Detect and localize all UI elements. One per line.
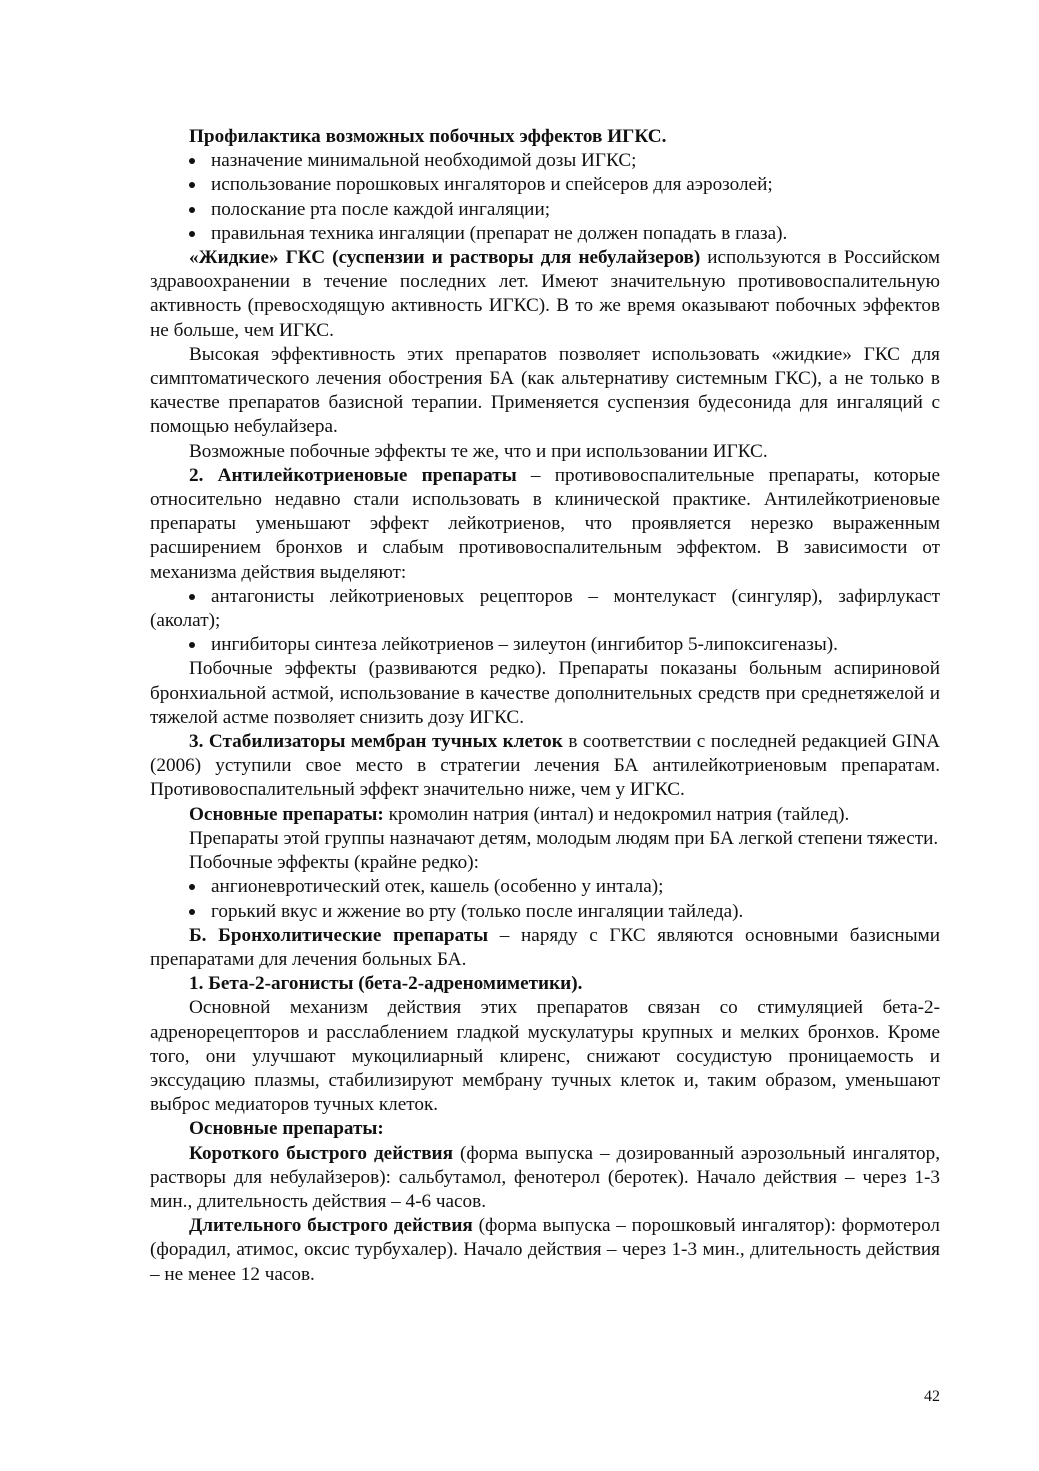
list-item: полоскание рта после каждой ингаляции; xyxy=(150,198,940,222)
stabilizers-side-list xyxy=(150,875,940,923)
heading-main-drugs: Основные препараты: xyxy=(189,1118,384,1140)
bullet-icon xyxy=(189,231,195,237)
paragraph-side-effects: Возможные побочные эффекты те же, что и при использовании ИГКС. xyxy=(189,440,768,462)
heading-beta2-agonists: 1. Бета-2-агонисты (бета-2-адреномиметики). xyxy=(189,973,583,995)
paragraph-stabilizers-main: Основные препараты: кромолин натрия (интал) и недокромил натрия (тайлед). xyxy=(189,803,850,825)
list-item: правильная техника ингаляции (препарат не должен попадать в глаза). xyxy=(150,222,940,246)
list-item: использование порошковых ингаляторов и спейсеров для аэрозолей; xyxy=(150,173,940,197)
paragraph-liquid-gks: «Жидкие» ГКС (суспензии и растворы для небулайзеров) используются в Российском здравоохранении в течение последних лет. Имеют значительную противовоспалительную активность (превосходящую активность ИГКС). В то же время оказывают побочных эффектов не больше, чем ИГКС. xyxy=(150,247,940,341)
page-number: 42 xyxy=(924,1388,940,1405)
paragraph-broncholytics: Б. Бронхолитические препараты – наряду с ГКС являются основными базисными препаратами для лечения больных БА. xyxy=(150,924,941,970)
antileukotriene-list xyxy=(150,585,940,658)
bullet-icon xyxy=(189,182,195,188)
paragraph-short-acting: Короткого быстрого действия (форма выпуска – дозированный аэрозольный ингалятор, растворы для небулайзеров): сальбутамол, фенотерол (беротек). Начало действия – через 1-3 мин., длительность действия – 4-6 часов. xyxy=(150,1142,940,1212)
bullet-icon xyxy=(189,642,195,648)
list-item: ингибиторы синтеза лейкотриенов – зилеутон (ингибитор 5-липоксигеназы). xyxy=(150,633,940,657)
bullet-icon xyxy=(189,909,195,915)
list-item: назначение минимальной необходимой дозы ИГКС; xyxy=(150,149,940,173)
list-item: ангионевротический отек, кашель (особенно у интала); xyxy=(150,875,940,899)
section-heading-prophylaxis: Профилактика возможных побочных эффектов ИГКС. xyxy=(189,126,667,147)
paragraph-antileukotriene: 2. Антилейкотриеновые препараты – противовоспалительные препараты, которые относительно недавно стали использовать в клинической практике. Антилейкотриеновые препараты уменьшают эффект лейкотриенов, что проявляется нерезко выраженным расширением бронхов и слабым противовоспалительным эффектом. В зависимости от механизма действия выделяют: xyxy=(150,464,940,583)
page-content xyxy=(150,125,940,1287)
paragraph-stabilizers-side-label: Побочные эффекты (крайне редко): xyxy=(189,852,479,874)
list-item: горький вкус и жжение во рту (только после ингаляции тайледа). xyxy=(150,900,940,924)
paragraph-antileukotriene-side: Побочные эффекты (развиваются редко). Препараты показаны больным аспириновой бронхиальной астмой, использование в качестве дополнительных средств при среднетяжелой и тяжелой астме позволяет снизить дозу ИГКС. xyxy=(150,658,940,728)
paragraph-efficiency: Высокая эффективность этих препаратов позволяет использовать «жидкие» ГКС для симптоматического лечения обострения БА (как альтернативу системным ГКС), а не только в качестве препаратов базисной терапии. Применяется суспензия будесонида для ингаляций с помощью небулайзера. xyxy=(150,343,940,438)
bullet-icon xyxy=(189,884,195,890)
list-item: антагонисты лейкотриеновых рецепторов – монтелукаст (сингуляр), зафирлукаст (аколат); xyxy=(150,585,940,632)
bullet-icon xyxy=(189,158,195,164)
paragraph-stabilizers: 3. Стабилизаторы мембран тучных клеток в соответствии с последней редакцией GINA (2006) уступили свое место в стратегии лечения БА антилейкотриеновым препаратам. Противовоспалительный эффект значительно ниже, чем у ИГКС. xyxy=(150,731,941,801)
bullet-icon xyxy=(189,207,195,213)
prophylaxis-list xyxy=(150,149,940,246)
paragraph-stabilizers-children: Препараты этой группы назначают детям, молодым людям при БА легкой степени тяжести. xyxy=(189,827,939,849)
paragraph-mechanism: Основной механизм действия этих препаратов связан со стимуляцией бета-2-адренорецепторов и расслаблением гладкой мускулатуры крупных и мелких бронхов. Кроме того, они улучшают мукоцилиарный клиренс, снижают сосудистую проницаемость и экссудацию плазмы, стабилизируют мембрану тучных клеток и, таким образом, уменьшают выброс медиаторов тучных клеток. xyxy=(150,997,940,1116)
bullet-icon xyxy=(189,594,195,600)
paragraph-long-acting: Длительного быстрого действия (форма выпуска – порошковый ингалятор): формотерол (форадил, атимос, оксис турбухалер). Начало действия – через 1-3 мин., длительность действия – не менее 12 часов. xyxy=(150,1215,940,1285)
